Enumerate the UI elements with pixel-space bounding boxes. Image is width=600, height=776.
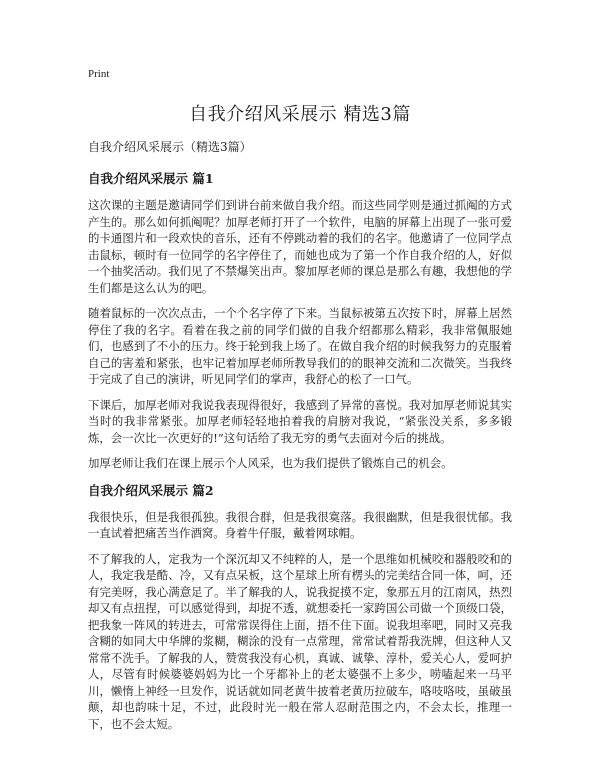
section-2	[88, 481, 512, 733]
paragraph: 我很快乐，但是我很孤独。我很合群，但是我很寞落。我很幽默，但是我很忧郁。我一直试着把痛苦当作酒窝。身着牛仔服，戴着网球帽。	[88, 509, 512, 540]
paragraph: 这次课的主题是邀请同学们到讲台前来做自我介绍。而这些同学则是通过抓阄的方式产生的。那么如何抓阄呢？加厚老师打开了一个软件，电脑的屏幕上出现了一张可爱的卡通图片和一段欢快的音乐，还有不停跳动着的我们的名字。他邀请了一位同学点击鼠标，顿时有一位同学的名字停住了，而她也成为了第一个作自我介绍的人，好似一个抽奖活动。我们见了不禁爆笑出声。黎加厚老师的课总是那么有趣，我想他的学生们都是这么认为的吧。	[88, 198, 512, 295]
section-1	[88, 169, 512, 472]
paragraph: 随着鼠标的一次次点击，一个个名字停了下来。当鼠标被第五次按下时，屏幕上居然停住了我的名字。看着在我之前的同学们做的自我介绍都那么精彩，我非常佩服她们，也感到了不小的压力。终于轮到我上场了。在做自我介绍的时候我努力的克服着自己的害羞和紧张，也牢记着加厚老师所教导我们的的眼神交流和二次微笑。当我终于完成了自己的演讲，听见同学们的掌声，我舒心的松了一口气。	[88, 306, 512, 386]
section-title: 自我介绍风采展示 篇1	[88, 171, 214, 186]
paragraph: 加厚老师让我们在课上展示个人风采，也为我们提供了锻炼自己的机会。	[88, 456, 453, 470]
paragraph: 下课后，加厚老师对我说我表现得很好，我感到了异常的喜悦。我对加厚老师说其实当时的我非常紧张。加厚老师轻轻地拍着我的肩膀对我说，“紧张没关系，多多锻炼，会一次比一次更好的!”这句话给了我无穷的勇气去面对今后的挑战。	[88, 397, 512, 445]
document-title: 自我介绍风采展示 精选3篇	[189, 104, 411, 125]
print-label[interactable]: Print	[88, 68, 110, 80]
document-subtitle: 自我介绍风采展示（精选3篇）	[88, 140, 252, 154]
paragraph: 不了解我的人，定我为一个深沉却又不纯粹的人，是一个思维如机械咬和器般咬和的人，我定我是酷、冷，又有点呆板，这个星球上所有楞头的完美结合同一体，呵，还有完美呀，我心满意足了。半了解我的人，说我捉摸不定，象那五月的江南风，热烈却又有点扭捏，可以感觉得到，却捉不透，就想委托一家跨国公司做一个顶级口袋，把我象一阵风的转进去，可常常误得住上面，捂不住下面。说我坦率吧，同时又亮我含糊的如同大中华牌的浆糊，糊涂的没有一点常理，常常试着帮我洗牌，但这种人又常常不洗手。了解我的人，赞赏我没有心机，真诚、诚挚、淳朴，爱关心人，爱呵护人，尽管有时候婆婆妈妈为比一个牙都补上的老太婆强不上多少，唠嗑起来一马平川，懒惰上神经一旦发作，说话就如同老黄牛披着老黄历拉破车，咯吱咯吱，虽破虽颠，却也韵味十足，不过，此段时光一般在常人忍耐范围之内，不会太长，推理一下，也不会太短。	[88, 551, 512, 731]
section-title: 自我介绍风采展示 篇2	[88, 482, 214, 498]
